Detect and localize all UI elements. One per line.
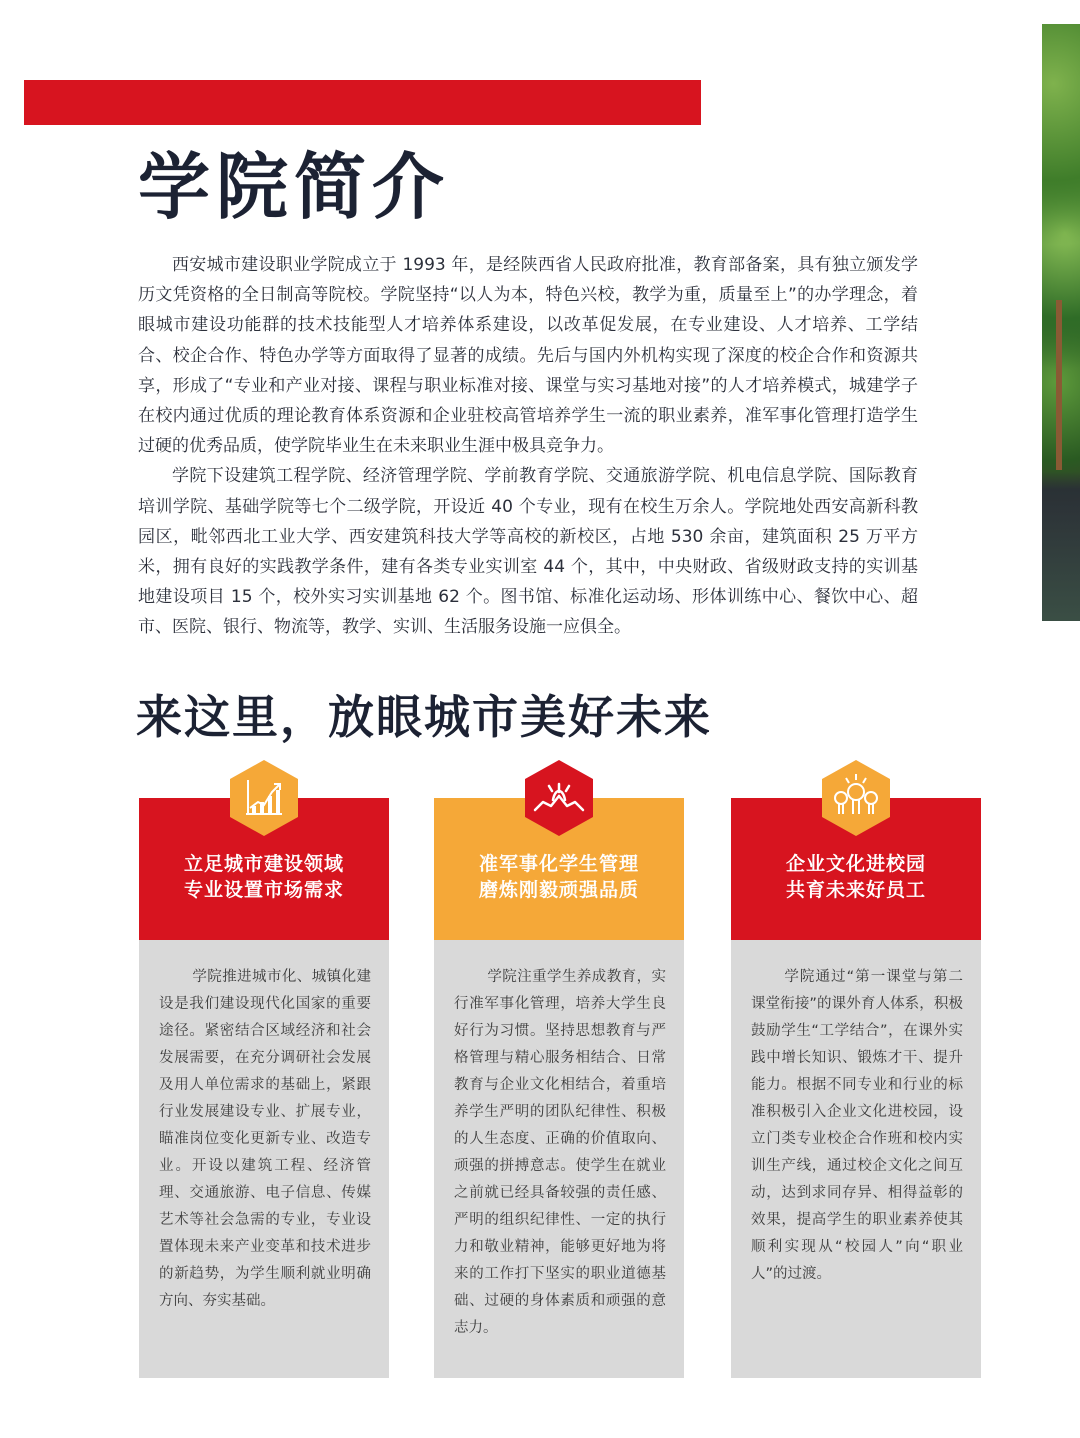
card-heading-line-1: 企业文化进校园 bbox=[785, 853, 926, 875]
intro-text bbox=[138, 250, 918, 643]
card-heading-line-2: 共育未来好员工 bbox=[785, 879, 926, 901]
card-heading-line-2: 磨炼刚毅顽强品质 bbox=[478, 879, 639, 901]
card-header bbox=[731, 798, 981, 940]
feature-card-military-management bbox=[434, 798, 684, 1378]
header-red-bar bbox=[24, 80, 701, 125]
handshake-icon bbox=[519, 758, 599, 838]
lightbulbs-icon bbox=[816, 758, 896, 838]
intro-paragraph-2: 学院下设建筑工程学院、经济管理学院、学前教育学院、交通旅游学院、机电信息学院、国际教育培训学院、基础学院等七个二级学院，开设近 40 个专业，现有在校生万余人。学院地处西安高新科教园区，毗邻西北工业大学、西安建筑科技大学等高校的新校区，占地 530 余亩，建筑面积 25 万平方米，拥有良好的实践教学条件，建有各类专业实训室 44 个，其中，中央财政、省级财政支持的实训基地建设项目 15 个，校外实习实训基地 62 个。图书馆、标准化运动场、形体训练中心、餐饮中心、超市、医院、银行、物流等，教学、实训、生活服务设施一应俱全。 bbox=[138, 466, 918, 638]
card-heading-line-1: 立足城市建设领域 bbox=[183, 853, 344, 875]
card-heading-line-2: 专业设置市场需求 bbox=[183, 879, 344, 901]
card-body bbox=[139, 940, 389, 1378]
card-body-text: 学院通过“第一课堂与第二课堂衔接”的课外育人体系，积极鼓励学生“工学结合”，在课外实践中增长知识、锻炼才干、提升能力。根据不同专业和行业的标准积极引入企业文化进校园，设立门类专业校企合作班和校内实训生产线，通过校企文化之间互动，达到求同存异、相得益彰的效果，提高学生的职业素养使其顺利实现从“校园人”向“职业人”的过渡。 bbox=[751, 969, 963, 1282]
card-body bbox=[434, 940, 684, 1378]
feature-card-enterprise-culture bbox=[731, 798, 981, 1378]
feature-card-city-construction bbox=[139, 798, 389, 1378]
growth-chart-icon bbox=[224, 758, 304, 838]
section-title: 来这里，放眼城市美好未来 bbox=[136, 690, 712, 744]
card-header bbox=[139, 798, 389, 940]
card-body bbox=[731, 940, 981, 1378]
page-title: 学院简介 bbox=[138, 145, 451, 229]
intro-paragraph-1: 西安城市建设职业学院成立于 1993 年，是经陕西省人民政府批准，教育部备案，具有独立颁发学历文凭资格的全日制高等院校。学院坚持“以人为本，特色兴校，教学为重，质量至上”的办学理念，着眼城市建设功能群的技术技能型人才培养体系建设，以改革促发展，在专业建设、人才培养、工学结合、校企合作、特色办学等方面取得了显著的成绩。先后与国内外机构实现了深度的校企合作和资源共享，形成了“专业和产业对接、课程与职业标准对接、课堂与实习基地对接”的人才培养模式，城建学子在校内通过优质的理论教育体系资源和企业驻校高管培养学生一流的职业素养，准军事化管理打造学生过硬的优秀品质，使学院毕业生在未来职业生涯中极具竞争力。 bbox=[138, 255, 918, 457]
card-body-text: 学院注重学生养成教育，实行准军事化管理，培养大学生良好行为习惯。坚持思想教育与严格管理与精心服务相结合、日常教育与企业文化相结合，着重培养学生严明的团队纪律性、积极的人生态度、正确的价值取向、顽强的拼搏意志。使学生在就业之前就已经具备较强的责任感、严明的组织纪律性、一定的执行力和敬业精神，能够更好地为将来的工作打下坚实的职业道德基础、过硬的身体素质和顽强的意志力。 bbox=[454, 969, 666, 1336]
tree-trunk-decoration bbox=[1056, 300, 1062, 470]
card-body-text: 学院推进城市化、城镇化建设是我们建设现代化国家的重要途径。紧密结合区域经济和社会发展需要，在充分调研社会发展及用人单位需求的基础上，紧跟行业发展建设专业、扩展专业，瞄准岗位变化更新专业、改造专业。开设以建筑工程、经济管理、交通旅游、电子信息、传媒艺术等社会急需的专业，专业设置体现未来产业变革和技术进步的新趋势，为学生顺利就业明确方向、夯实基础。 bbox=[159, 969, 371, 1309]
card-header bbox=[434, 798, 684, 940]
card-heading-line-1: 准军事化学生管理 bbox=[478, 853, 639, 875]
